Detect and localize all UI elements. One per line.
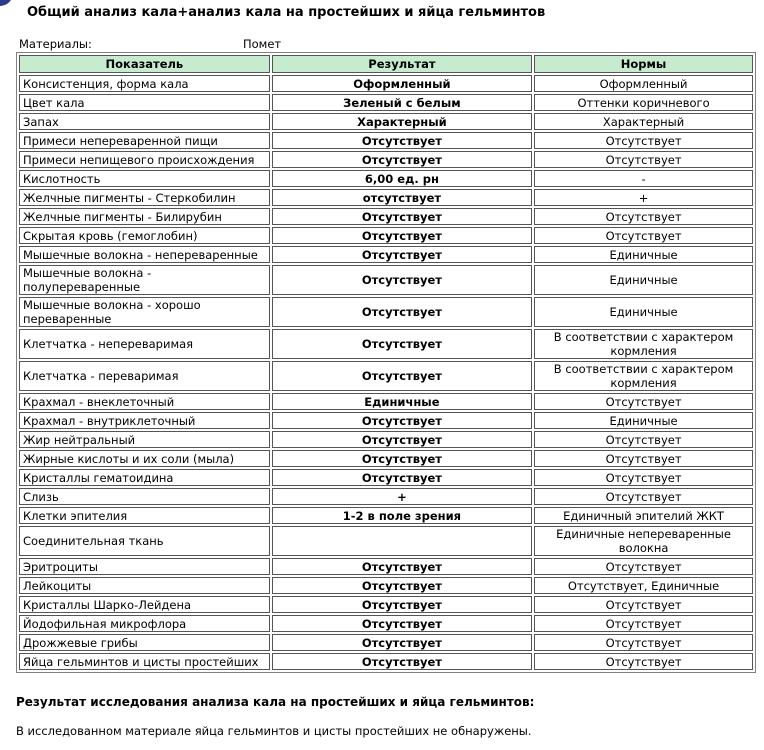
indicator-cell: Мышечные волокна - непереваренные bbox=[19, 246, 270, 263]
norm-cell: Единичные bbox=[534, 246, 753, 263]
result-cell: отсутствует bbox=[272, 189, 532, 206]
result-cell: 6,00 ед. рн bbox=[272, 170, 532, 187]
norm-cell: Отсутствует bbox=[534, 634, 753, 651]
indicator-cell: Примеси непищевого происхождения bbox=[19, 151, 270, 168]
materials-label: Материалы: bbox=[19, 37, 92, 51]
norm-cell: Отсутствует bbox=[534, 227, 753, 244]
indicator-cell: Желчные пигменты - Билирубин bbox=[19, 208, 270, 225]
norm-cell: Отсутствует bbox=[534, 208, 753, 225]
table-header-row bbox=[19, 55, 753, 73]
indicator-cell: Кислотность bbox=[19, 170, 270, 187]
norm-cell: Отсутствует bbox=[534, 450, 753, 467]
column-header-norms: Нормы bbox=[534, 55, 753, 73]
table-row bbox=[19, 431, 753, 448]
norm-cell: Отсутствует bbox=[534, 653, 753, 670]
result-cell: Отсутствует bbox=[272, 208, 532, 225]
result-cell: Отсутствует bbox=[272, 361, 532, 391]
table-row bbox=[19, 227, 753, 244]
result-cell: Отсутствует bbox=[272, 246, 532, 263]
table-row bbox=[19, 75, 753, 92]
norm-cell: Отсутствует, Единичные bbox=[534, 577, 753, 594]
norm-cell: Отсутствует bbox=[534, 469, 753, 486]
result-cell: Единичные bbox=[272, 393, 532, 410]
indicator-cell: Слизь bbox=[19, 488, 270, 505]
norm-cell: Единичные bbox=[534, 412, 753, 429]
report-title: Общий анализ кала+анализ кала на простейших и яйца гельминтов bbox=[27, 5, 546, 20]
table-row bbox=[19, 412, 753, 429]
conclusion-title: Результат исследования анализа кала на простейших и яйца гельминтов: bbox=[16, 695, 535, 709]
result-cell: Отсутствует bbox=[272, 653, 532, 670]
indicator-cell: Жир нейтральный bbox=[19, 431, 270, 448]
result-cell: Отсутствует bbox=[272, 151, 532, 168]
table-row bbox=[19, 208, 753, 225]
result-cell: Зеленый с белым bbox=[272, 94, 532, 111]
table-row bbox=[19, 246, 753, 263]
norm-cell: В соответствии с характером кормления bbox=[534, 329, 753, 359]
indicator-cell: Скрытая кровь (гемоглобин) bbox=[19, 227, 270, 244]
table-row bbox=[19, 615, 753, 632]
table-row bbox=[19, 94, 753, 111]
result-cell: Отсутствует bbox=[272, 412, 532, 429]
result-cell: Отсутствует bbox=[272, 558, 532, 575]
indicator-cell: Клетчатка - непереваримая bbox=[19, 329, 270, 359]
indicator-cell: Мышечные волокна - полупереваренные bbox=[19, 265, 270, 295]
indicator-cell: Желчные пигменты - Стеркобилин bbox=[19, 189, 270, 206]
norm-cell: Оттенки коричневого bbox=[534, 94, 753, 111]
result-cell: Оформленный bbox=[272, 75, 532, 92]
results-table bbox=[16, 52, 756, 673]
indicator-cell: Цвет кала bbox=[19, 94, 270, 111]
indicator-cell: Лейкоциты bbox=[19, 577, 270, 594]
result-cell: Отсутствует bbox=[272, 329, 532, 359]
table-row bbox=[19, 577, 753, 594]
norm-cell: - bbox=[534, 170, 753, 187]
table-row bbox=[19, 297, 753, 327]
norm-cell: + bbox=[534, 189, 753, 206]
indicator-cell: Крахмал - внутриклеточный bbox=[19, 412, 270, 429]
result-cell: Отсутствует bbox=[272, 469, 532, 486]
table-row bbox=[19, 596, 753, 613]
norm-cell: Отсутствует bbox=[534, 558, 753, 575]
indicator-cell: Крахмал - внеклеточный bbox=[19, 393, 270, 410]
norm-cell: Единичные bbox=[534, 265, 753, 295]
table-row bbox=[19, 488, 753, 505]
norm-cell: Отсутствует bbox=[534, 431, 753, 448]
table-row bbox=[19, 151, 753, 168]
norm-cell: Единичные непереваренные волокна bbox=[534, 526, 753, 556]
column-header-indicator: Показатель bbox=[19, 55, 270, 73]
result-cell: Отсутствует bbox=[272, 450, 532, 467]
indicator-cell: Эритроциты bbox=[19, 558, 270, 575]
norm-cell: В соответствии с характером кормления bbox=[534, 361, 753, 391]
table-row bbox=[19, 526, 753, 556]
indicator-cell: Клетчатка - переваримая bbox=[19, 361, 270, 391]
indicator-cell: Примеси непереваренной пищи bbox=[19, 132, 270, 149]
indicator-cell: Запах bbox=[19, 113, 270, 130]
conclusion-text: В исследованном материале яйца гельминтов и цисты простейших не обнаружены. bbox=[16, 724, 532, 738]
indicator-cell: Жирные кислоты и их соли (мыла) bbox=[19, 450, 270, 467]
table-row bbox=[19, 393, 753, 410]
norm-cell: Отсутствует bbox=[534, 488, 753, 505]
result-cell: Характерный bbox=[272, 113, 532, 130]
result-cell: 1-2 в поле зрения bbox=[272, 507, 532, 524]
table-row bbox=[19, 653, 753, 670]
norm-cell: Оформленный bbox=[534, 75, 753, 92]
norm-cell: Единичный эпителий ЖКТ bbox=[534, 507, 753, 524]
result-cell: Отсутствует bbox=[272, 596, 532, 613]
norm-cell: Отсутствует bbox=[534, 393, 753, 410]
lab-logo bbox=[0, 0, 12, 6]
indicator-cell: Соединительная ткань bbox=[19, 526, 270, 556]
table-row bbox=[19, 170, 753, 187]
indicator-cell: Дрожжевые грибы bbox=[19, 634, 270, 651]
result-cell: Отсутствует bbox=[272, 132, 532, 149]
table-row bbox=[19, 558, 753, 575]
result-cell: + bbox=[272, 488, 532, 505]
table-row bbox=[19, 469, 753, 486]
indicator-cell: Йодофильная микрофлора bbox=[19, 615, 270, 632]
indicator-cell: Мышечные волокна - хорошо переваренные bbox=[19, 297, 270, 327]
table-row bbox=[19, 507, 753, 524]
norm-cell: Отсутствует bbox=[534, 151, 753, 168]
indicator-cell: Кристаллы Шарко-Лейдена bbox=[19, 596, 270, 613]
norm-cell: Единичные bbox=[534, 297, 753, 327]
result-cell: Отсутствует bbox=[272, 265, 532, 295]
indicator-cell: Клетки эпителия bbox=[19, 507, 270, 524]
table-row bbox=[19, 132, 753, 149]
norm-cell: Характерный bbox=[534, 113, 753, 130]
table-row bbox=[19, 113, 753, 130]
result-cell: Отсутствует bbox=[272, 615, 532, 632]
result-cell: Отсутствует bbox=[272, 297, 532, 327]
table-row bbox=[19, 329, 753, 359]
result-cell: Отсутствует bbox=[272, 227, 532, 244]
norm-cell: Отсутствует bbox=[534, 615, 753, 632]
indicator-cell: Яйца гельминтов и цисты простейших bbox=[19, 653, 270, 670]
table-row bbox=[19, 265, 753, 295]
indicator-cell: Консистенция, форма кала bbox=[19, 75, 270, 92]
result-cell: Отсутствует bbox=[272, 431, 532, 448]
materials-value: Помет bbox=[243, 37, 282, 51]
table-row bbox=[19, 189, 753, 206]
norm-cell: Отсутствует bbox=[534, 132, 753, 149]
table-row bbox=[19, 361, 753, 391]
indicator-cell: Кристаллы гематоидина bbox=[19, 469, 270, 486]
norm-cell: Отсутствует bbox=[534, 596, 753, 613]
table-row bbox=[19, 634, 753, 651]
result-cell bbox=[272, 526, 532, 556]
column-header-result: Результат bbox=[272, 55, 532, 73]
result-cell: Отсутствует bbox=[272, 634, 532, 651]
result-cell: Отсутствует bbox=[272, 577, 532, 594]
table-row bbox=[19, 450, 753, 467]
